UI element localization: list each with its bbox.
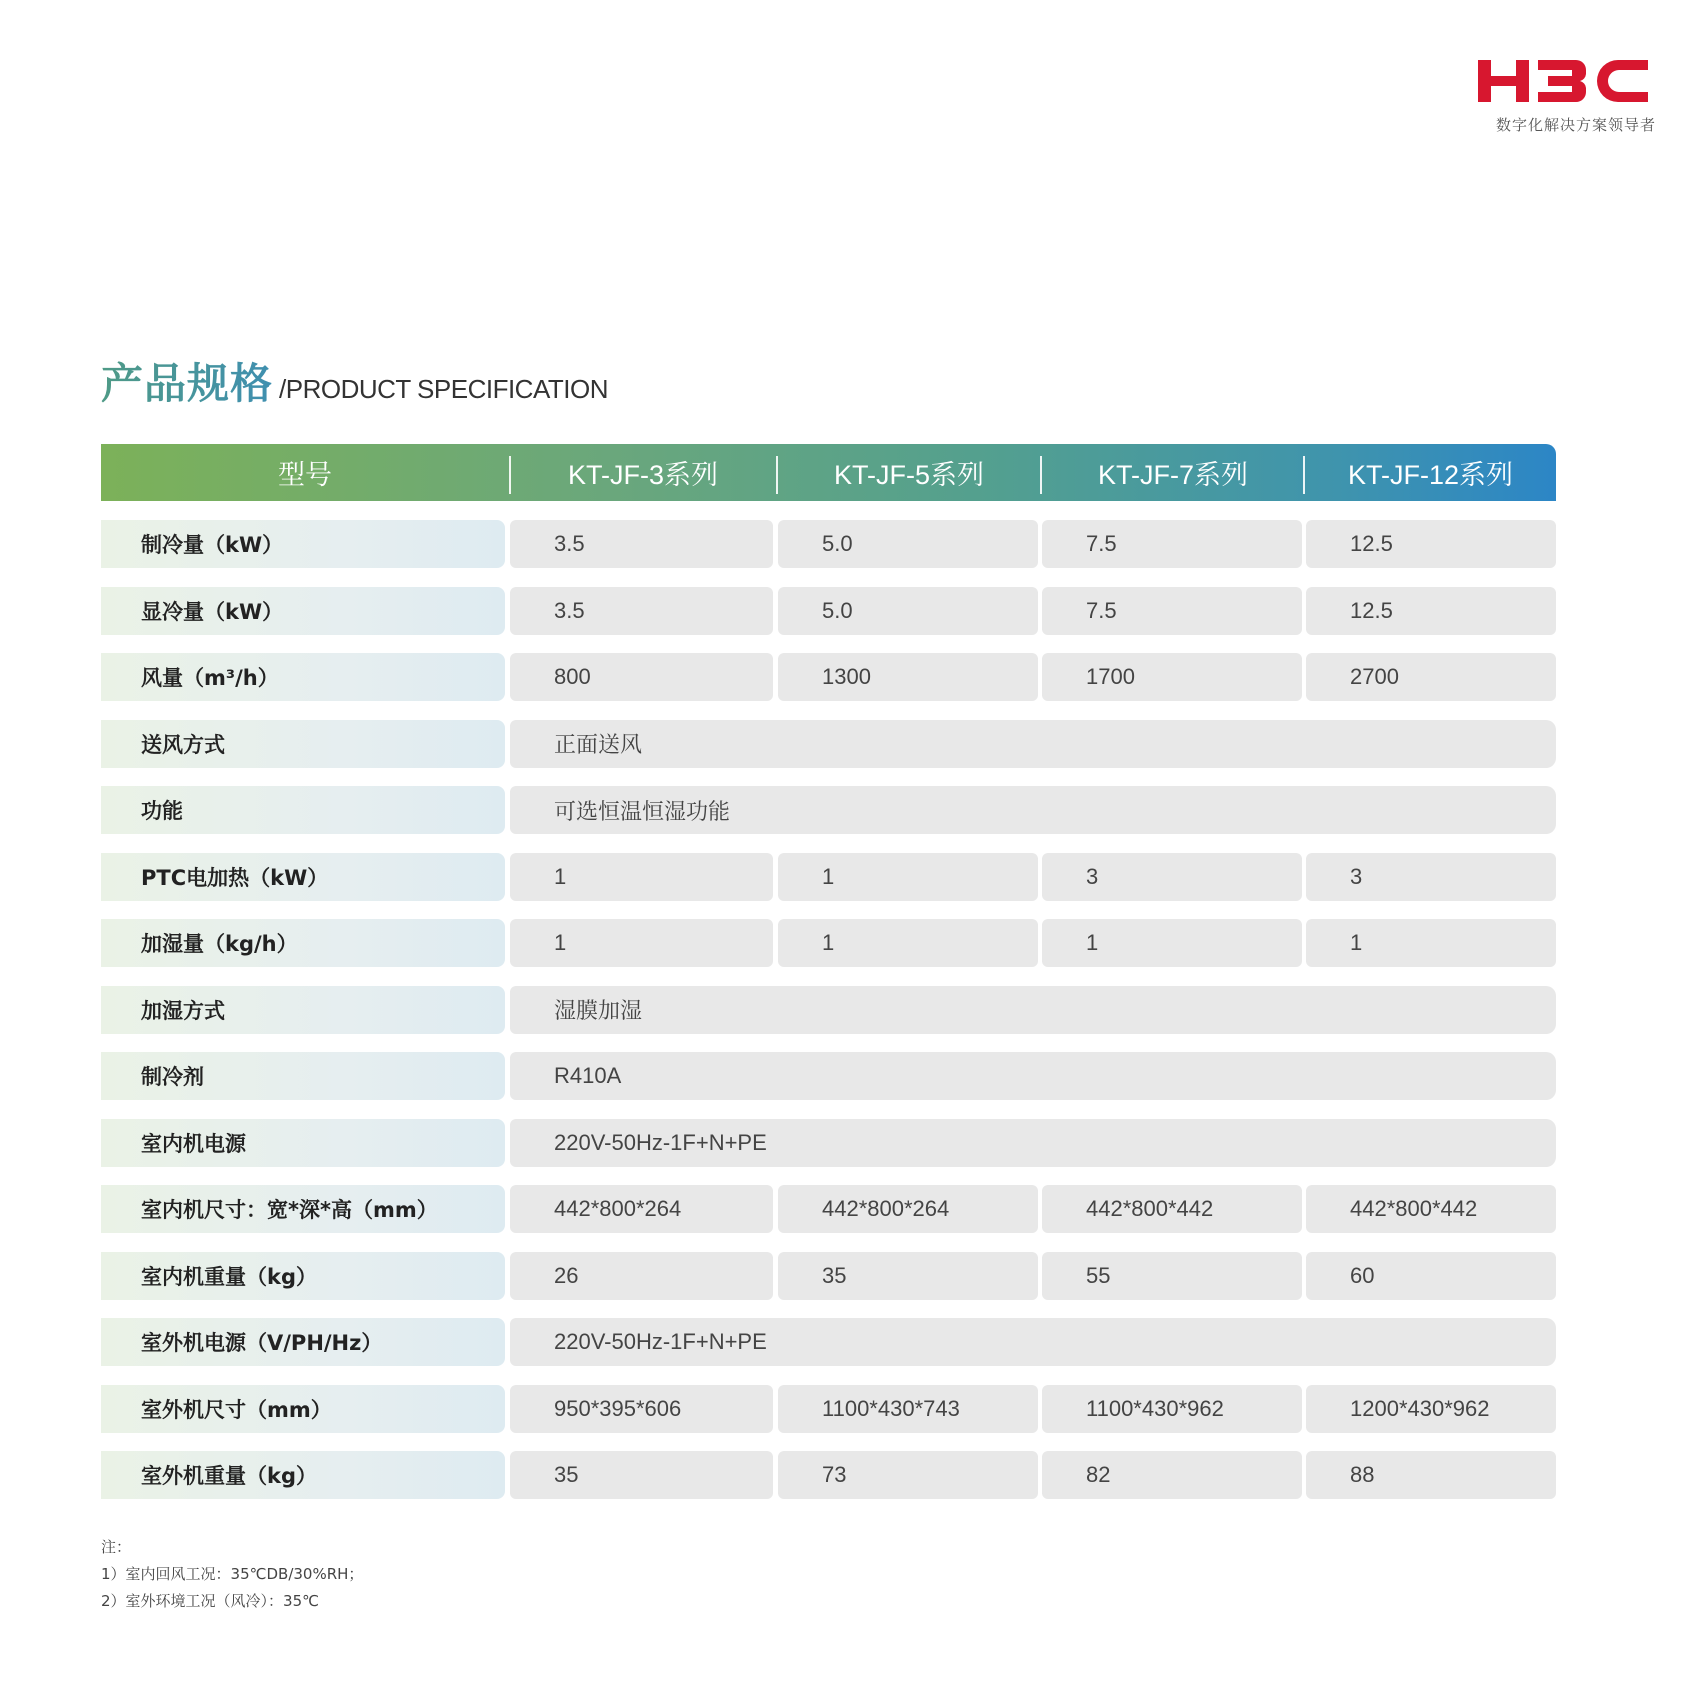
row-label: 室内机电源	[101, 1119, 505, 1167]
table-row	[101, 1318, 1556, 1366]
logo-tagline: 数字化解决方案领导者	[1495, 116, 1656, 134]
page-title	[101, 351, 608, 411]
table-cell: 1100*430*962	[1042, 1385, 1302, 1433]
row-label: PTC电加热（kW）	[101, 853, 505, 901]
table-cell: 5.0	[778, 587, 1038, 635]
table-cell: 60	[1306, 1252, 1556, 1300]
note-item: 1）室内回风工况：35℃DB/30%RH；	[101, 1565, 364, 1583]
table-row	[101, 1052, 1556, 1100]
table-cell: 1	[1306, 919, 1556, 967]
table-cell: 3	[1042, 853, 1302, 901]
table-row	[101, 1385, 1556, 1433]
table-cell: 12.5	[1306, 520, 1556, 568]
table-cell: 800	[510, 653, 773, 701]
table-cell: 12.5	[1306, 587, 1556, 635]
table-cell: 35	[510, 1451, 773, 1499]
table-cell: 442*800*264	[510, 1185, 773, 1233]
table-row	[101, 653, 1556, 701]
table-cell: 950*395*606	[510, 1385, 773, 1433]
header-model: 型号	[278, 460, 332, 490]
table-cell: 5.0	[778, 520, 1038, 568]
table-cell: 1	[1042, 919, 1302, 967]
title-en: /PRODUCT SPECIFICATION	[279, 374, 608, 404]
row-label: 功能	[101, 786, 505, 834]
row-label: 加湿量（kg/h）	[101, 919, 505, 967]
header-kt-jf-3: KT-JF-3系列	[567, 460, 718, 490]
table-row	[101, 919, 1556, 967]
table-cell: 35	[778, 1252, 1038, 1300]
table-cell: 442*800*264	[778, 1185, 1038, 1233]
table-row	[101, 520, 1556, 568]
row-label: 室外机尺寸（mm）	[101, 1385, 505, 1433]
table-cell-merged: 220V-50Hz-1F+N+PE	[510, 1119, 1556, 1167]
table-cell: 1300	[778, 653, 1038, 701]
footnotes	[101, 1534, 363, 1615]
table-cell: 1	[510, 919, 773, 967]
table-cell: 3	[1306, 853, 1556, 901]
table-cell: 55	[1042, 1252, 1302, 1300]
row-label: 加湿方式	[101, 986, 505, 1034]
row-label: 室外机电源（V/PH/Hz）	[101, 1318, 505, 1366]
note-item: 2）室外环境工况（风冷）：35℃	[101, 1592, 319, 1610]
table-header	[101, 444, 1556, 501]
table-cell: 26	[510, 1252, 773, 1300]
h3c-logo	[1478, 56, 1656, 135]
table-cell: 82	[1042, 1451, 1302, 1499]
table-row	[101, 786, 1556, 834]
h3c-logo-icon	[1478, 56, 1656, 106]
table-row	[101, 1185, 1556, 1233]
table-row	[101, 1252, 1556, 1300]
header-kt-jf-5: KT-JF-5系列	[833, 460, 984, 490]
table-row	[101, 853, 1556, 901]
table-cell: 2700	[1306, 653, 1556, 701]
table-cell: 3.5	[510, 587, 773, 635]
spec-table	[101, 444, 1556, 1488]
row-label: 风量（m³/h）	[101, 653, 505, 701]
table-cell: 442*800*442	[1042, 1185, 1302, 1233]
header-kt-jf-12: KT-JF-12系列	[1347, 460, 1514, 490]
table-cell-merged: 正面送风	[510, 720, 1556, 768]
row-label: 显冷量（kW）	[101, 587, 505, 635]
table-cell-merged: 可选恒温恒湿功能	[510, 786, 1556, 834]
header-kt-jf-7: KT-JF-7系列	[1097, 460, 1248, 490]
table-cell: 7.5	[1042, 520, 1302, 568]
table-cell-merged: 湿膜加湿	[510, 986, 1556, 1034]
row-label: 室内机重量（kg）	[101, 1252, 505, 1300]
table-cell: 7.5	[1042, 587, 1302, 635]
table-row	[101, 1119, 1556, 1167]
table-cell: 3.5	[510, 520, 773, 568]
row-label: 制冷剂	[101, 1052, 505, 1100]
table-row	[101, 1451, 1556, 1499]
table-cell: 73	[778, 1451, 1038, 1499]
table-cell: 1100*430*743	[778, 1385, 1038, 1433]
table-cell: 1700	[1042, 653, 1302, 701]
table-cell: 1200*430*962	[1306, 1385, 1556, 1433]
table-row	[101, 720, 1556, 768]
table-cell: 1	[778, 919, 1038, 967]
table-cell-merged: R410A	[510, 1052, 1556, 1100]
table-cell: 88	[1306, 1451, 1556, 1499]
table-row	[101, 587, 1556, 635]
row-label: 送风方式	[101, 720, 505, 768]
table-cell-merged: 220V-50Hz-1F+N+PE	[510, 1318, 1556, 1366]
table-cell: 442*800*442	[1306, 1185, 1556, 1233]
table-cell: 1	[778, 853, 1038, 901]
title-cn: 产品规格	[101, 359, 274, 408]
row-label: 室外机重量（kg）	[101, 1451, 505, 1499]
table-cell: 1	[510, 853, 773, 901]
table-row	[101, 986, 1556, 1034]
notes-heading: 注：	[101, 1538, 132, 1556]
row-label: 制冷量（kW）	[101, 520, 505, 568]
row-label: 室内机尺寸：宽*深*高（mm）	[101, 1185, 505, 1233]
